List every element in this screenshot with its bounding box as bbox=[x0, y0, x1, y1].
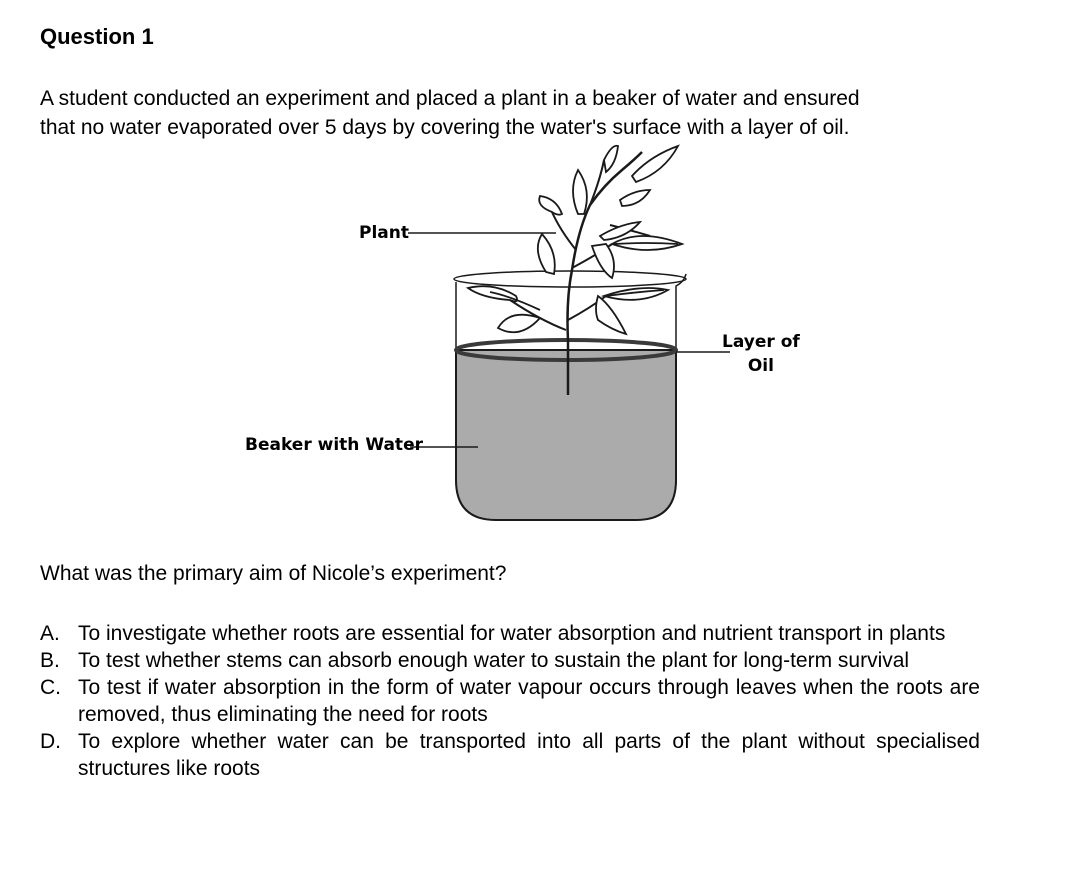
plant-leaves bbox=[468, 146, 682, 334]
option-a[interactable] bbox=[40, 620, 980, 647]
oil-layer bbox=[456, 340, 676, 360]
option-b[interactable] bbox=[40, 647, 980, 674]
plant-label: Plant bbox=[359, 223, 409, 243]
intro-line-1: A student conducted an experiment and placed a plant in a beaker of water and ensured bbox=[40, 87, 860, 110]
option-text: To test whether stems can absorb enough water to sustain the plant for long-term survival bbox=[78, 649, 910, 672]
beaker-label: Beaker with Water bbox=[245, 435, 423, 455]
intro-line-2: that no water evaporated over 5 days by covering the water's surface with a layer of oil. bbox=[40, 116, 850, 139]
beaker-rim bbox=[454, 271, 686, 287]
option-letter: C. bbox=[40, 676, 61, 699]
option-text: To explore whether water can be transported into all parts of the plant without specialised structures like roots bbox=[78, 730, 980, 780]
option-letter: D. bbox=[40, 730, 61, 753]
plant-stem bbox=[568, 152, 643, 395]
question-prompt: What was the primary aim of Nicole’s experiment? bbox=[40, 562, 507, 585]
oil-label bbox=[722, 330, 800, 378]
option-text: To investigate whether roots are essential for water absorption and nutrient transport in plants bbox=[78, 622, 946, 645]
oil-label-line-2: Oil bbox=[747, 356, 774, 376]
question-title: Question 1 bbox=[40, 24, 154, 49]
plant-branches bbox=[510, 160, 650, 330]
beaker-glass bbox=[456, 274, 686, 520]
option-d[interactable] bbox=[40, 728, 980, 782]
option-letter: A. bbox=[40, 622, 60, 645]
question-intro bbox=[40, 84, 990, 142]
option-c[interactable] bbox=[40, 674, 980, 728]
oil-label-line-1: Layer of bbox=[722, 332, 800, 352]
option-letter: B. bbox=[40, 649, 60, 672]
beaker-water bbox=[456, 350, 676, 520]
answer-options bbox=[40, 620, 980, 782]
option-text: To test if water absorption in the form of water vapour occurs through leaves when the roots are removed, thus eliminating the need for roots bbox=[78, 676, 980, 726]
